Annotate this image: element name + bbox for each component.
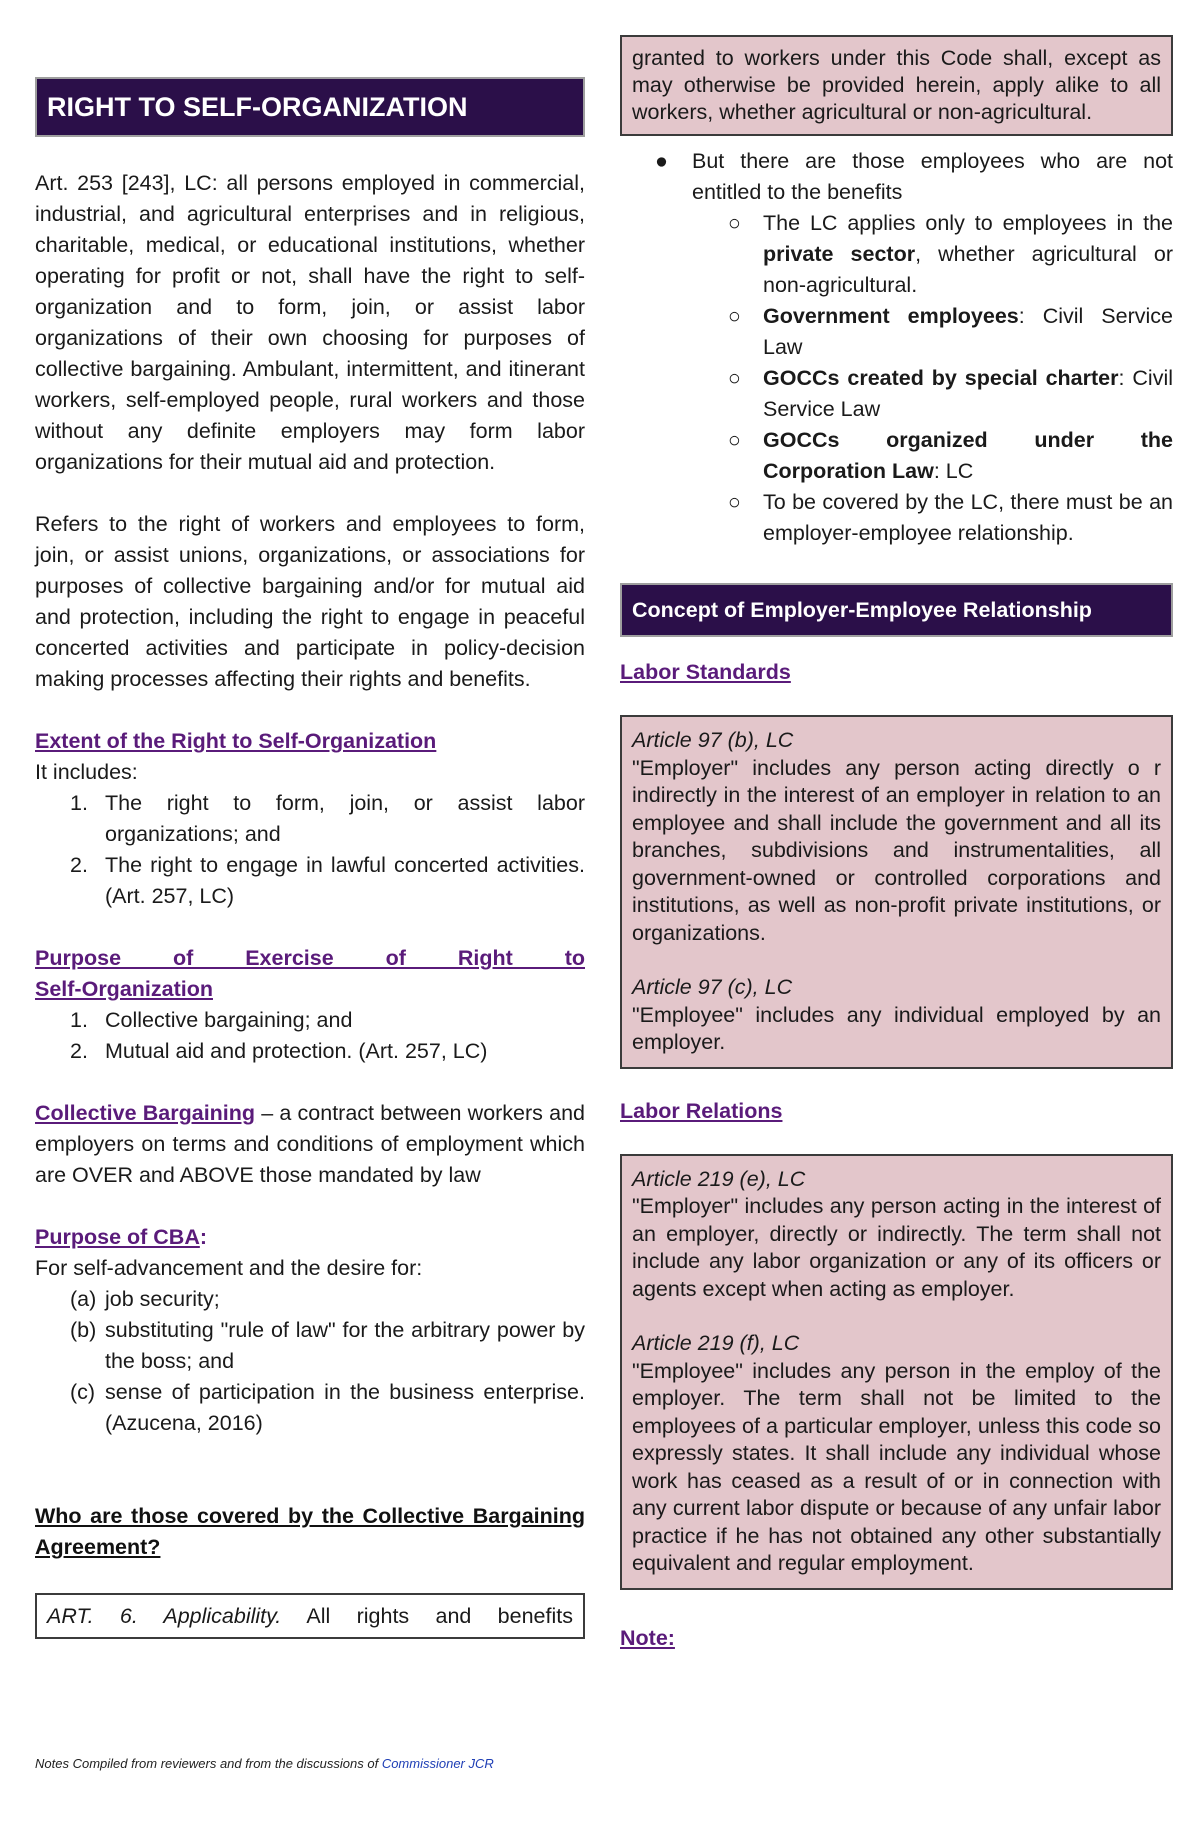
cb-term-link[interactable]: Collective Bargaining <box>35 1101 256 1125</box>
labor-standards-heading[interactable]: Labor Standards <box>620 660 791 684</box>
page-title: RIGHT TO SELF-ORGANIZATION <box>35 77 585 137</box>
article-219f-text: "Employee" includes any person in the employ of the employer. The term shall not be limited to the employees of a particular employer, unless this code so expressly states. It shall include any individual whose work has ceased as a result of or in connection with any current labor dispute or because of any unfair labor practice if he has not obtained any other substantially equivalent and regular employment. <box>632 1358 1161 1575</box>
labor-relations-box <box>620 1154 1173 1590</box>
left-column <box>35 0 585 1639</box>
list-item: ○ The LC applies only to employees in the private sector, whether agricultural or non-agricultural. <box>620 208 1173 301</box>
article-219e-cite: Article 219 (e), LC <box>632 1166 806 1191</box>
article-219e-text: "Employer" includes any person acting in the interest of an employer, directly or indirectly. The term shall not include any labor organization or any of its officers or agents except when acting as employer. <box>632 1194 1161 1301</box>
labor-standards-box <box>620 715 1173 1069</box>
list-item: ○ To be covered by the LC, there must be an employer-employee relationship. <box>620 487 1173 549</box>
purpose-heading-line1[interactable]: Purpose of Exercise of Right to <box>35 946 585 970</box>
list-item: 1. Collective bargaining; and <box>70 1008 353 1032</box>
concept-banner: Concept of Employer-Employee Relationship <box>620 583 1173 637</box>
extent-heading[interactable]: Extent of the Right to Self-Organization <box>35 729 437 753</box>
list-item: ○ Government employees: Civil Service Law <box>620 301 1173 363</box>
article-97b-text: "Employer" includes any person acting directly o r indirectly in the interest of an employer in relation to an employee and shall include the government and all its branches, subdivisions and instrumentalities, all government-owned or controlled corporations and institutions, as well as non-profit private institutions, or organizations. <box>632 755 1161 945</box>
list-item: ○ GOCCs organized under the Corporation Law: LC <box>620 425 1173 487</box>
bullet-circle-icon: ○ <box>728 366 741 390</box>
cba-heading-line: Purpose of CBA: <box>35 1225 208 1249</box>
list-item: (a) job security; <box>70 1287 220 1311</box>
article-97b-cite: Article 97 (b), LC <box>632 728 794 752</box>
bullet-circle-icon: ○ <box>728 428 741 452</box>
footer-note: Notes Compiled from reviewers and from the discussions of Commissioner JCR <box>35 1756 494 1771</box>
coverage-bullets <box>620 146 1173 549</box>
refers-paragraph: Refers to the right of workers and employees to form, join, or assist unions, organizations, or associations for purposes of collective bargaining and/or for mutual aid and protection, including the right to engage in peaceful concerted activities and participate in policy-decision making processes affecting their rights and benefits. <box>35 512 585 691</box>
extent-intro: It includes: <box>35 760 138 784</box>
right-column <box>620 0 1173 1654</box>
art-6-box: ART. 6. Applicability. All rights and benefits <box>35 1593 585 1639</box>
extent-list <box>35 788 585 912</box>
list-item: 2. Mutual aid and protection. (Art. 257, LC) <box>70 1039 488 1063</box>
art-253-paragraph: Art. 253 [243], LC: all persons employed in commercial, industrial, and agricultural enterprises and in religious, charitable, medical, or educational institutions, whether operating for profit or not, shall have the right to self-organization and to form, join, or assist labor organizations of their own choosing for purposes of collective bargaining. Ambulant, intermittent, and itinerant workers, self-employed people, rural workers and those without any definite employers may form labor organizations for their mutual aid and protection. <box>35 171 585 474</box>
article-97c-cite: Article 97 (c), LC <box>632 975 793 999</box>
cba-list <box>35 1284 585 1439</box>
list-item: 2. The right to engage in lawful concerted activities. (Art. 257, LC) <box>70 853 585 908</box>
list-item: (b) substituting "rule of law" for the arbitrary power by the boss; and <box>70 1318 585 1373</box>
note-heading[interactable]: Note: <box>620 1625 675 1650</box>
purpose-list <box>35 1005 585 1067</box>
article-219f-cite: Article 219 (f), LC <box>632 1331 800 1355</box>
covered-heading: Who are those covered by the Collective Bargaining Agreement? <box>35 1504 585 1559</box>
bullet-dot-icon: ● <box>655 149 668 173</box>
commissioner-link[interactable]: Commissioner JCR <box>381 1756 494 1771</box>
art-6-continued-box: granted to workers under this Code shall, except as may otherwise be provided herein, apply alike to all workers, whether agricultural or non-agricultural. <box>620 35 1173 136</box>
list-item: (c) sense of participation in the business enterprise. (Azucena, 2016) <box>70 1380 585 1435</box>
purpose-heading-line2[interactable]: Self-Organization <box>35 977 213 1001</box>
list-item: 1. The right to form, join, or assist labor organizations; and <box>70 791 585 846</box>
cba-intro: For self-advancement and the desire for: <box>35 1256 423 1280</box>
cba-heading-link[interactable]: Purpose of CBA <box>35 1225 200 1249</box>
collective-bargaining-definition: Collective Bargaining – a contract between workers and employers on terms and conditions of employment which are OVER and ABOVE those mandated by law <box>35 1101 585 1187</box>
bullet-circle-icon: ○ <box>728 211 741 235</box>
labor-relations-heading[interactable]: Labor Relations <box>620 1098 783 1123</box>
article-97c-text: "Employee" includes any individual employed by an employer. <box>632 1002 1161 1054</box>
bullet-circle-icon: ○ <box>728 304 741 328</box>
list-item: ● But there are those employees who are not entitled to the benefits <box>620 146 1173 208</box>
list-item: ○ GOCCs created by special charter: Civil Service Law <box>620 363 1173 425</box>
bullet-circle-icon: ○ <box>728 490 741 514</box>
